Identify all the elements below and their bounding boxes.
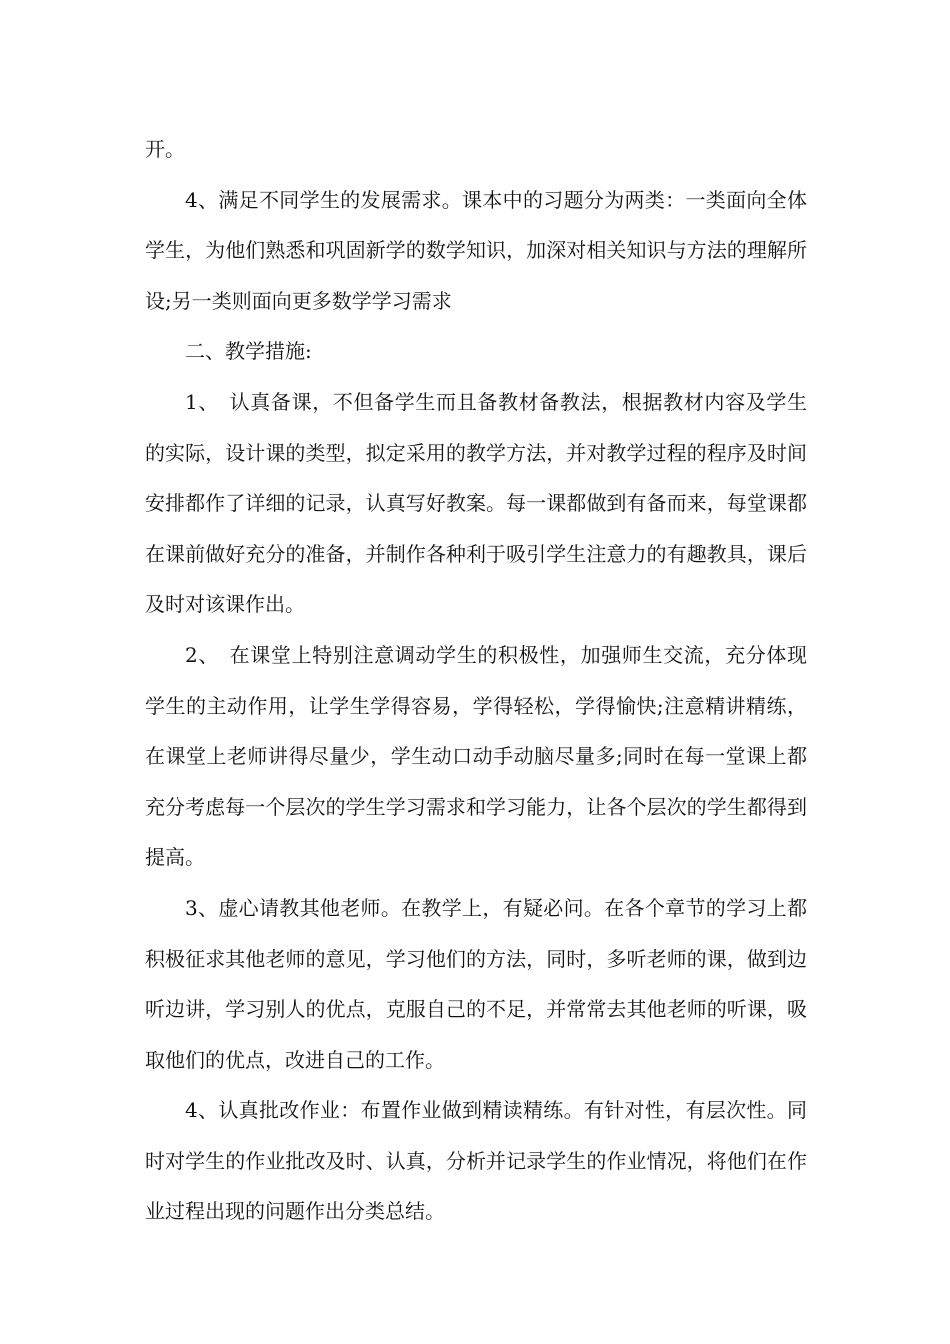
section-heading-teaching-measures: 二、教学措施: [185,339,312,364]
paragraph-item-1-lesson-prep: 1、 认真备课，不但备学生而且备教材备教法，根据教材内容及学生的实际，设计课的类型，拟定采用的教学方法，并对教学过程的程序及时间安排都作了详细的记录，认真写好教案。每一课都做到有备而来，每堂课都在课前做好充分的准备，并制作各种利于吸引学生注意力的有趣教具，课后及时对该课作出。 [145,389,807,617]
paragraph-item-4-homework: 4、认真批改作业：布置作业做到精读精练。有针对性，有层次性。同时对学生的作业批改及时、认真，分析并记录学生的作业情况，将他们在作业过程出现的问题作出分类总结。 [145,1098,807,1224]
paragraph-continuation: 开。 [145,137,185,161]
paragraph-item-2-classroom: 2、 在课堂上特别注意调动学生的积极性，加强师生交流，充分体现学生的主动作用，让学生学得容易，学得轻松，学得愉快;注意精讲精练，在课堂上老师讲得尽量少，学生动口动手动脑尽量多;同时在每一堂课上都充分考虑每一个层次的学生学习需求和学习能力，让各个层次的学生都得到提高。 [145,642,807,870]
paragraph-item-3-consult-teachers: 3、虚心请教其他老师。在教学上，有疑必问。在各个章节的学习上都积极征求其他老师的意见，学习他们的方法，同时，多听老师的课，做到边听边讲，学习别人的优点，克服自己的不足，并常常去其他老师的听课，吸取他们的优点，改进自己的工作。 [145,895,807,1072]
paragraph-item-4-needs: 4、满足不同学生的发展需求。课本中的习题分为两类：一类面向全体学生，为他们熟悉和巩固新学的数学知识，加深对相关知识与方法的理解所设;另一类则面向更多数学学习需求 [145,187,807,313]
document-body [145,124,807,1237]
